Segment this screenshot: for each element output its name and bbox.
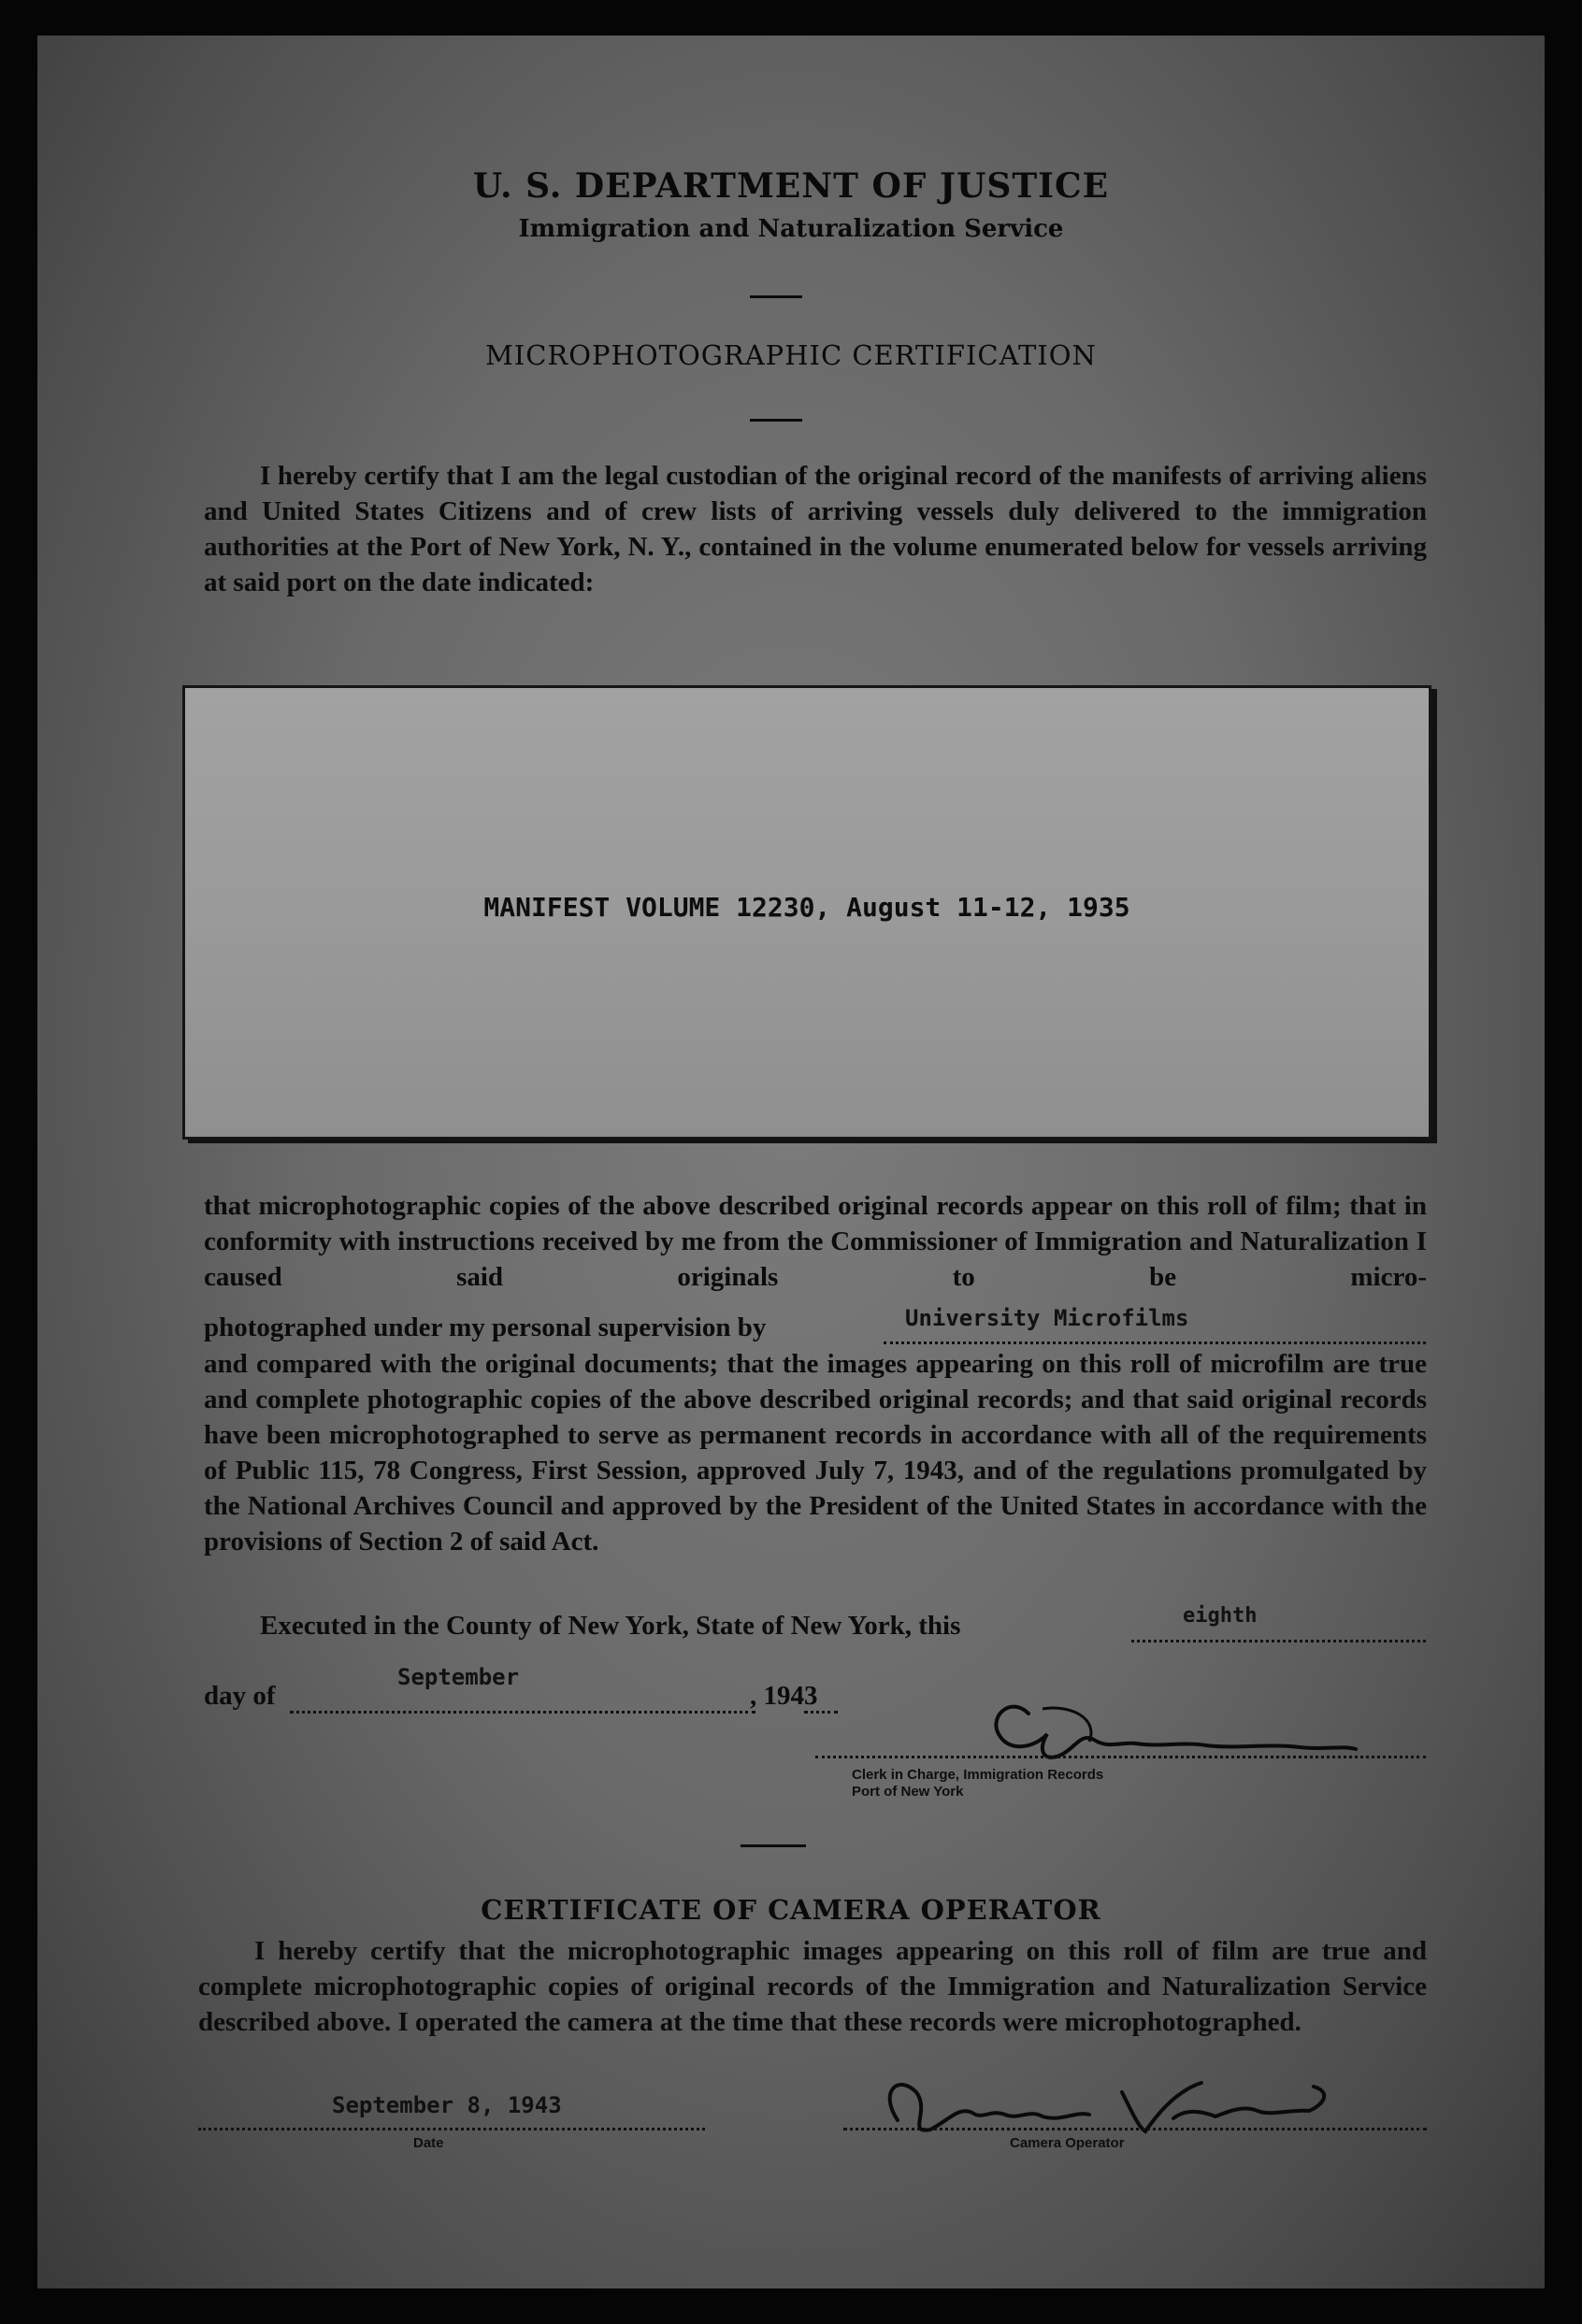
- agency-title: U. S. DEPARTMENT OF JUSTICE: [472, 166, 1110, 206]
- clerk-title: Clerk in Charge, Immigration Records: [852, 1767, 1104, 1783]
- executed-day-line: [1131, 1640, 1426, 1643]
- day-of-label: day of: [204, 1681, 276, 1711]
- supervisor-line: [884, 1341, 1426, 1344]
- clerk-signature-line: [815, 1756, 1426, 1758]
- volume-box: [182, 685, 1431, 1140]
- certification-title: MICROPHOTOGRAPHIC CERTIFICATION: [485, 339, 1097, 371]
- clerk-port: Port of New York: [852, 1784, 964, 1800]
- divider-3: [741, 1844, 806, 1847]
- divider-2: [750, 419, 802, 422]
- executed-prefix: Executed in the County of New York, State of New York, this: [260, 1611, 961, 1641]
- intro-paragraph: I hereby certify that I am the legal custodian of the original record of the manifests of arriving aliens and United States Citizens and of crew lists of arriving vessels duly delivered to the immigration authorities at the Port of New York, N. Y., contained in the volume enumerated below for vessels arriving at said port on the date indicated:: [204, 461, 1427, 597]
- operator-label: Camera Operator: [1010, 2135, 1125, 2151]
- year-tail-line: [804, 1711, 838, 1714]
- body-paragraph-2: and compared with the original documents; that the images appearing on this roll of microfilm are true and complete photographic copies of the above described original records; and that said original records have been microphotographed to serve as permanent records in accordance with all of the requirements of Public 115, 78 Congress, First Session, approved July 7, 1943, and of the regulations promulgated by the National Archives Council and approved by the President of the United States in accordance with the provisions of Section 2 of said Act.: [204, 1349, 1427, 1557]
- body-paragraph-1: that microphotographic copies of the above described original records appear on this roll of film; that in conformity with instructions received by me from the Commissioner of Immigration and Naturalization I caused said originals to be micro-: [204, 1191, 1427, 1292]
- manifest-volume-text: MANIFEST VOLUME 12230, August 11-12, 1935: [483, 892, 1130, 923]
- executed-day-value: eighth: [1183, 1604, 1258, 1628]
- month-value: September: [397, 1664, 520, 1690]
- certificate-sheet: [37, 36, 1545, 2288]
- month-line: [290, 1711, 755, 1714]
- supervisor-value: University Microfilms: [905, 1305, 1189, 1331]
- camera-title: CERTIFICATE OF CAMERA OPERATOR: [481, 1894, 1101, 1926]
- divider-top: [750, 295, 802, 298]
- date-value: September 8, 1943: [332, 2092, 562, 2118]
- camera-paragraph: I hereby certify that the microphotographic images appearing on this roll of film are true and complete microphotographic copies of original records of the Immigration and Naturalization Service described above. I operated the camera at the time that these records were microphotographed.: [198, 1936, 1427, 2037]
- date-label: Date: [413, 2135, 444, 2151]
- service-subtitle: Immigration and Naturalization Service: [518, 215, 1064, 243]
- supervision-prefix: photographed under my personal supervision by: [204, 1313, 767, 1342]
- operator-line: [843, 2128, 1427, 2130]
- year-text: , 1943: [750, 1681, 818, 1711]
- date-line: [198, 2128, 705, 2130]
